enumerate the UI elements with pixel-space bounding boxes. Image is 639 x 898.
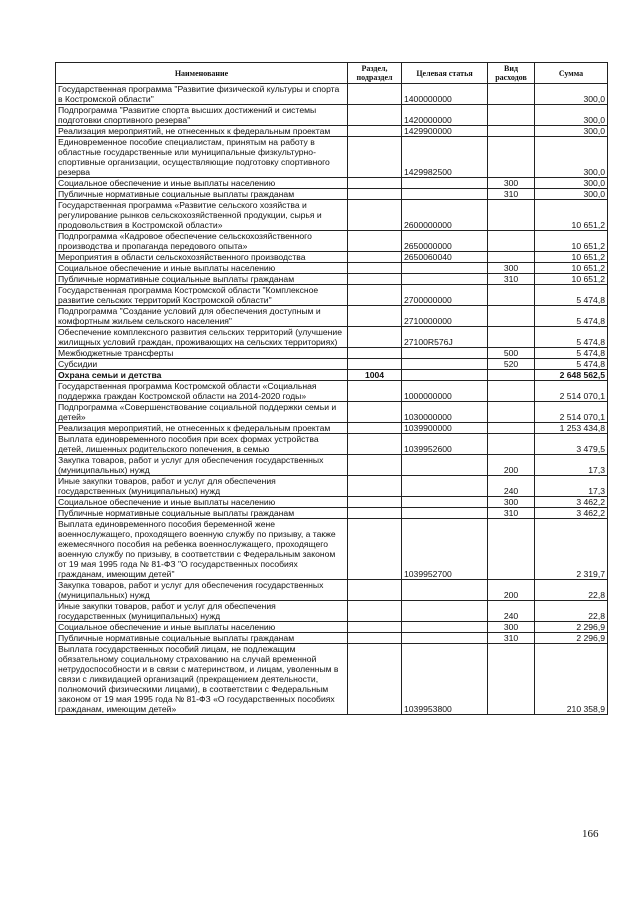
table-row [56,137,608,178]
cell-type [488,306,535,327]
cell-sum: 300,0 [535,137,608,178]
cell-target [402,497,488,508]
cell-name: Субсидии [56,359,348,370]
cell-name: Единовременное пособие специалистам, принятым на работу в областные государственные или муниципальные физкультурно-спортивные организации, осуществляющие подготовку спортивного резерва [56,137,348,178]
table-row [56,200,608,231]
header-type: Вид расходов [488,63,535,84]
cell-target: 2650060040 [402,252,488,263]
cell-sum: 5 474,8 [535,327,608,348]
cell-sum: 5 474,8 [535,285,608,306]
table-row [56,508,608,519]
cell-target [402,263,488,274]
cell-section [348,231,402,252]
cell-sum: 2 296,9 [535,622,608,633]
header-sum: Сумма [535,63,608,84]
cell-type: 300 [488,178,535,189]
cell-name: Государственная программа Костромской области "Комплексное развитие сельских территорий Костромской области" [56,285,348,306]
cell-name: Подпрограмма «Совершенствование социальной поддержки семьи и детей» [56,402,348,423]
cell-name: Социальное обеспечение и иные выплаты населению [56,497,348,508]
cell-target [402,601,488,622]
cell-section [348,200,402,231]
cell-type: 500 [488,348,535,359]
cell-name: Иные закупки товаров, работ и услуг для обеспечения государственных (муниципальных) нужд [56,601,348,622]
cell-target: 1030000000 [402,402,488,423]
cell-section [348,622,402,633]
cell-name: Государственная программа «Развитие сельского хозяйства и регулирование рынков сельскохозяйственной продукции, сырья и продовольствия в Костромской области» [56,200,348,231]
cell-name: Социальное обеспечение и иные выплаты населению [56,622,348,633]
cell-name: Мероприятия в области сельскохозяйственного производства [56,252,348,263]
cell-sum: 300,0 [535,126,608,137]
table-row [56,622,608,633]
cell-name: Реализация мероприятий, не отнесенных к федеральным проектам [56,423,348,434]
cell-section [348,455,402,476]
table-row [56,434,608,455]
cell-type [488,105,535,126]
table-row [56,381,608,402]
cell-sum: 10 651,2 [535,231,608,252]
cell-name: Социальное обеспечение и иные выплаты населению [56,178,348,189]
cell-type [488,252,535,263]
cell-section [348,644,402,715]
cell-target: 1000000000 [402,381,488,402]
table-row [56,327,608,348]
cell-section [348,402,402,423]
cell-name: Обеспечение комплексного развития сельских территорий (улучшение жилищных условий граждан, проживающих на сельских территориях) [56,327,348,348]
cell-sum: 5 474,8 [535,306,608,327]
cell-type [488,381,535,402]
cell-target: 1429900000 [402,126,488,137]
cell-section [348,327,402,348]
cell-target [402,476,488,497]
table-row [56,423,608,434]
cell-sum: 300,0 [535,84,608,105]
cell-sum: 2 514 070,1 [535,381,608,402]
cell-sum: 5 474,8 [535,348,608,359]
cell-section [348,189,402,200]
table-header-row [56,63,608,84]
cell-section [348,359,402,370]
cell-sum: 2 648 562,5 [535,370,608,381]
cell-sum: 300,0 [535,178,608,189]
cell-target: 2600000000 [402,200,488,231]
cell-name: Подпрограмма «Кадровое обеспечение сельскохозяйственного производства и пропаганда передового опыта» [56,231,348,252]
cell-sum: 1 253 434,8 [535,423,608,434]
cell-type [488,200,535,231]
table-row [56,476,608,497]
cell-target: 1400000000 [402,84,488,105]
cell-type [488,423,535,434]
cell-type: 520 [488,359,535,370]
table-row [56,497,608,508]
cell-section [348,434,402,455]
cell-section [348,178,402,189]
cell-sum: 300,0 [535,105,608,126]
table-row [56,580,608,601]
table-row [56,285,608,306]
cell-target: 2650000000 [402,231,488,252]
budget-sheet [55,62,607,715]
header-section: Раздел, подраздел [348,63,402,84]
cell-sum: 10 651,2 [535,274,608,285]
table-row [56,633,608,644]
cell-type [488,137,535,178]
cell-type: 300 [488,263,535,274]
table-row [56,455,608,476]
cell-section [348,105,402,126]
table-body [56,84,608,715]
cell-type [488,231,535,252]
cell-sum: 17,3 [535,455,608,476]
cell-section [348,306,402,327]
table-row [56,644,608,715]
cell-name: Охрана семьи и детства [56,370,348,381]
cell-target [402,348,488,359]
cell-type: 310 [488,633,535,644]
cell-name: Выплата единовременного пособия при всех формах устройства детей, лишенных родительского попечения, в семью [56,434,348,455]
cell-type [488,402,535,423]
cell-target: 1039900000 [402,423,488,434]
table-row [56,252,608,263]
cell-section [348,252,402,263]
cell-section [348,519,402,580]
cell-type [488,370,535,381]
cell-section [348,601,402,622]
cell-type [488,519,535,580]
cell-target [402,508,488,519]
page-number: 166 [582,828,599,840]
cell-section [348,476,402,497]
cell-section [348,285,402,306]
cell-name: Иные закупки товаров, работ и услуг для обеспечения государственных (муниципальных) нужд [56,476,348,497]
cell-section: 1004 [348,370,402,381]
cell-name: Социальное обеспечение и иные выплаты населению [56,263,348,274]
table-row [56,359,608,370]
cell-type: 200 [488,455,535,476]
table-row [56,306,608,327]
cell-name: Публичные нормативные социальные выплаты гражданам [56,189,348,200]
cell-section [348,137,402,178]
cell-name: Государственная программа "Развитие физической культуры и спорта в Костромской области" [56,84,348,105]
cell-target: 1039952600 [402,434,488,455]
cell-target [402,622,488,633]
cell-target: 1039953800 [402,644,488,715]
header-target: Целевая статья [402,63,488,84]
cell-section [348,633,402,644]
table-row [56,178,608,189]
cell-sum: 10 651,2 [535,252,608,263]
cell-sum: 3 479,5 [535,434,608,455]
cell-type: 200 [488,580,535,601]
cell-section [348,348,402,359]
cell-target [402,359,488,370]
cell-section [348,508,402,519]
cell-target [402,274,488,285]
cell-sum: 10 651,2 [535,200,608,231]
cell-type: 240 [488,601,535,622]
cell-type: 310 [488,508,535,519]
cell-name: Закупка товаров, работ и услуг для обеспечения государственных (муниципальных) нужд [56,455,348,476]
cell-type [488,84,535,105]
table-row [56,348,608,359]
cell-sum: 22,8 [535,580,608,601]
cell-type [488,327,535,348]
cell-name: Государственная программа Костромской области «Социальная поддержка граждан Костромской области на 2014-2020 годы» [56,381,348,402]
cell-name: Публичные нормативные социальные выплаты гражданам [56,508,348,519]
cell-target [402,370,488,381]
cell-section [348,497,402,508]
cell-name: Выплата единовременного пособия беременной жене военнослужащего, проходящего военную службу по призыву, а также ежемесячного пособия на ребенка военнослужащего, проходящего военную службу по призыву, в соответствии с Федеральным законом от 19 мая 1995 года № 81-ФЗ "О государственных пособиях гражданам, имеющим детей" [56,519,348,580]
cell-name: Подпрограмма "Развитие спорта высших достижений и системы подготовки спортивного резерва" [56,105,348,126]
table-row [56,126,608,137]
cell-sum: 2 296,9 [535,633,608,644]
cell-type [488,285,535,306]
cell-sum: 2 319,7 [535,519,608,580]
cell-type [488,434,535,455]
cell-name: Публичные нормативные социальные выплаты гражданам [56,274,348,285]
cell-type: 310 [488,274,535,285]
cell-sum: 3 462,2 [535,508,608,519]
cell-name: Межбюджетные трансферты [56,348,348,359]
cell-sum: 300,0 [535,189,608,200]
cell-target: 2700000000 [402,285,488,306]
table-row [56,601,608,622]
cell-sum: 3 462,2 [535,497,608,508]
table-row [56,84,608,105]
cell-target: 2710000000 [402,306,488,327]
cell-name: Публичные нормативные социальные выплаты гражданам [56,633,348,644]
cell-section [348,263,402,274]
cell-name: Реализация мероприятий, не отнесенных к федеральным проектам [56,126,348,137]
cell-target [402,580,488,601]
cell-sum: 210 358,9 [535,644,608,715]
table-row [56,105,608,126]
cell-sum: 5 474,8 [535,359,608,370]
cell-name: Закупка товаров, работ и услуг для обеспечения государственных (муниципальных) нужд [56,580,348,601]
cell-target [402,633,488,644]
cell-target: 1429982500 [402,137,488,178]
header-name: Наименование [56,63,348,84]
cell-type: 310 [488,189,535,200]
cell-target: 1039952700 [402,519,488,580]
cell-target: 1420000000 [402,105,488,126]
cell-section [348,381,402,402]
cell-section [348,126,402,137]
cell-type: 300 [488,622,535,633]
table-row [56,402,608,423]
cell-sum: 10 651,2 [535,263,608,274]
cell-sum: 2 514 070,1 [535,402,608,423]
cell-type: 240 [488,476,535,497]
cell-section [348,274,402,285]
cell-type [488,126,535,137]
cell-target [402,178,488,189]
table-row [56,519,608,580]
cell-target [402,189,488,200]
table-row [56,370,608,381]
cell-section [348,84,402,105]
table-row [56,189,608,200]
cell-section [348,423,402,434]
cell-target: 27100R576J [402,327,488,348]
cell-name: Выплата государственных пособий лицам, не подлежащим обязательному социальному страхованию на случай временной нетрудоспособности и в связи с материнством, и лицам, уволенным в связи с ликвидацией организаций (прекращением деятельности, полномочий физическими лицами), в соответствии с Федеральным законом от 19 мая 1995 года № 81-ФЗ «О государственных пособиях гражданам, имеющим детей» [56,644,348,715]
cell-type [488,644,535,715]
table-row [56,231,608,252]
cell-section [348,580,402,601]
cell-sum: 17,3 [535,476,608,497]
budget-table [55,62,608,715]
cell-name: Подпрограмма "Создание условий для обеспечения доступным и комфортным жильем сельского населения" [56,306,348,327]
table-row [56,263,608,274]
cell-type: 300 [488,497,535,508]
cell-target [402,455,488,476]
table-row [56,274,608,285]
cell-sum: 22,8 [535,601,608,622]
